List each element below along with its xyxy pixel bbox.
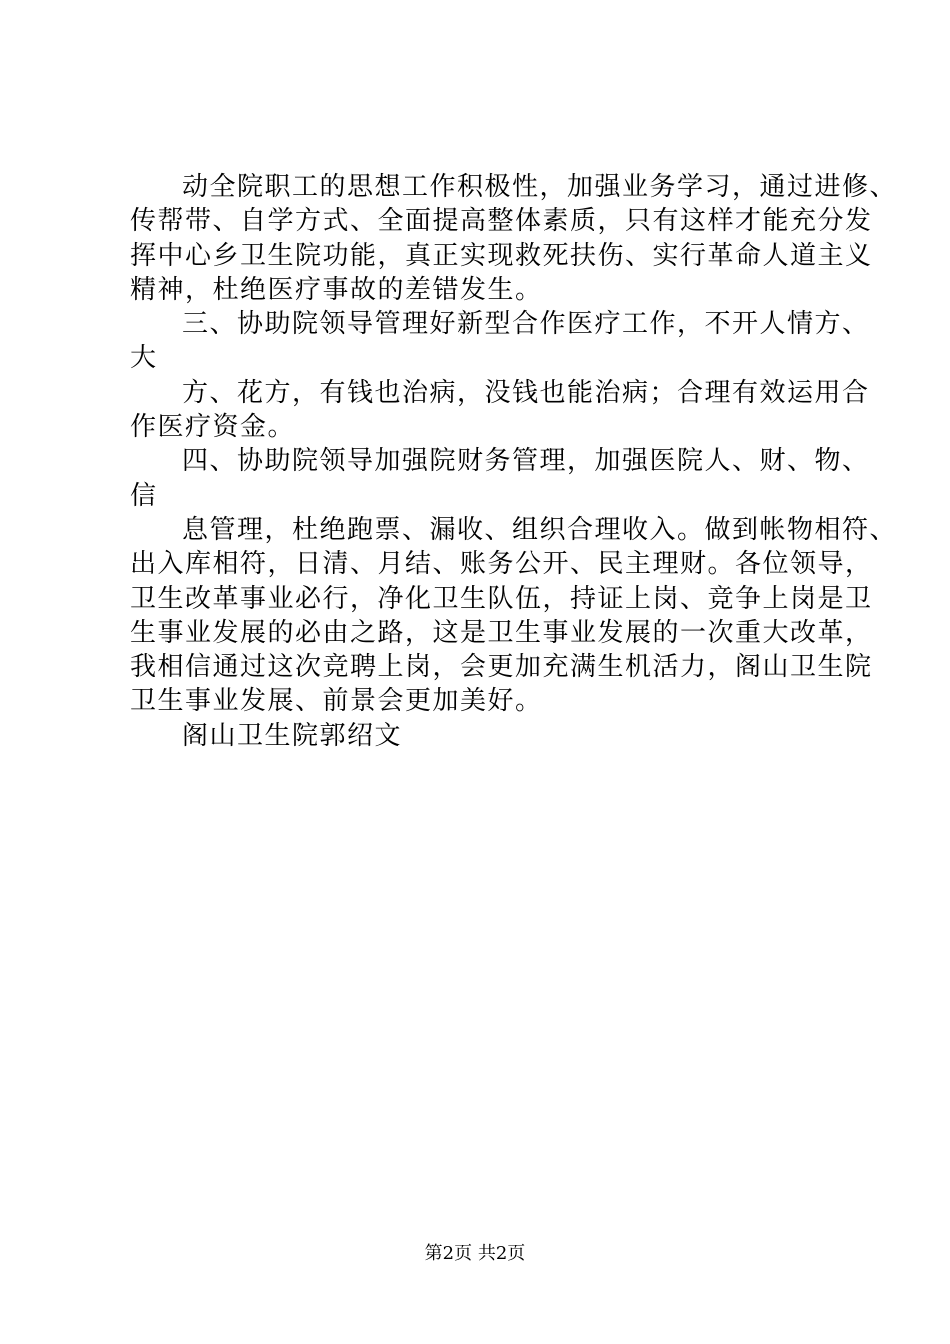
text-line: 方、花方，有钱也治病，没钱也能治病；合理有效运用合 (182, 377, 870, 408)
text-line: 动全院职工的思想工作积极性，加强业务学习，通过进修、 (182, 172, 898, 202)
text-line: 精神，杜绝医疗事故的差错发生。 (130, 274, 543, 305)
text-line: 信 (130, 480, 158, 511)
text-line: 挥中心乡卫生院功能，真正实现救死扶伤、实行革命人道主义 (130, 240, 873, 271)
page-number-footer: 第2页 共2页 (424, 1243, 526, 1264)
text-line: 卫生事业发展、前景会更加美好。 (130, 686, 543, 717)
text-line: 四、协助院领导加强院财务管理，加强医院人、财、物、 (182, 446, 870, 477)
text-line: 传帮带、自学方式、全面提高整体素质，只有这样才能充分发 (130, 206, 873, 237)
text-line: 我相信通过这次竞聘上岗，会更加充满生机活力，阁山卫生院 (130, 652, 873, 683)
text-line: 卫生改革事业必行，净化卫生队伍，持证上岗、竞争上岗是卫 (130, 583, 873, 614)
text-line: 大 (130, 343, 158, 374)
text-line: 三、协助院领导管理好新型合作医疗工作，不开人情方、 (182, 309, 870, 340)
signature-line: 阁山卫生院郭绍文 (182, 720, 403, 751)
document-body (130, 170, 898, 753)
text-line: 作医疗资金。 (130, 412, 296, 443)
text-line: 息管理，杜绝跑票、漏收、组织合理收入。做到帐物相符、 (182, 514, 898, 545)
text-line: 生事业发展的必由之路，这是卫生事业发展的一次重大改革， (130, 617, 873, 648)
text-line: 出入库相符，日清、月结、账务公开、民主理财。各位领导， (130, 549, 873, 580)
